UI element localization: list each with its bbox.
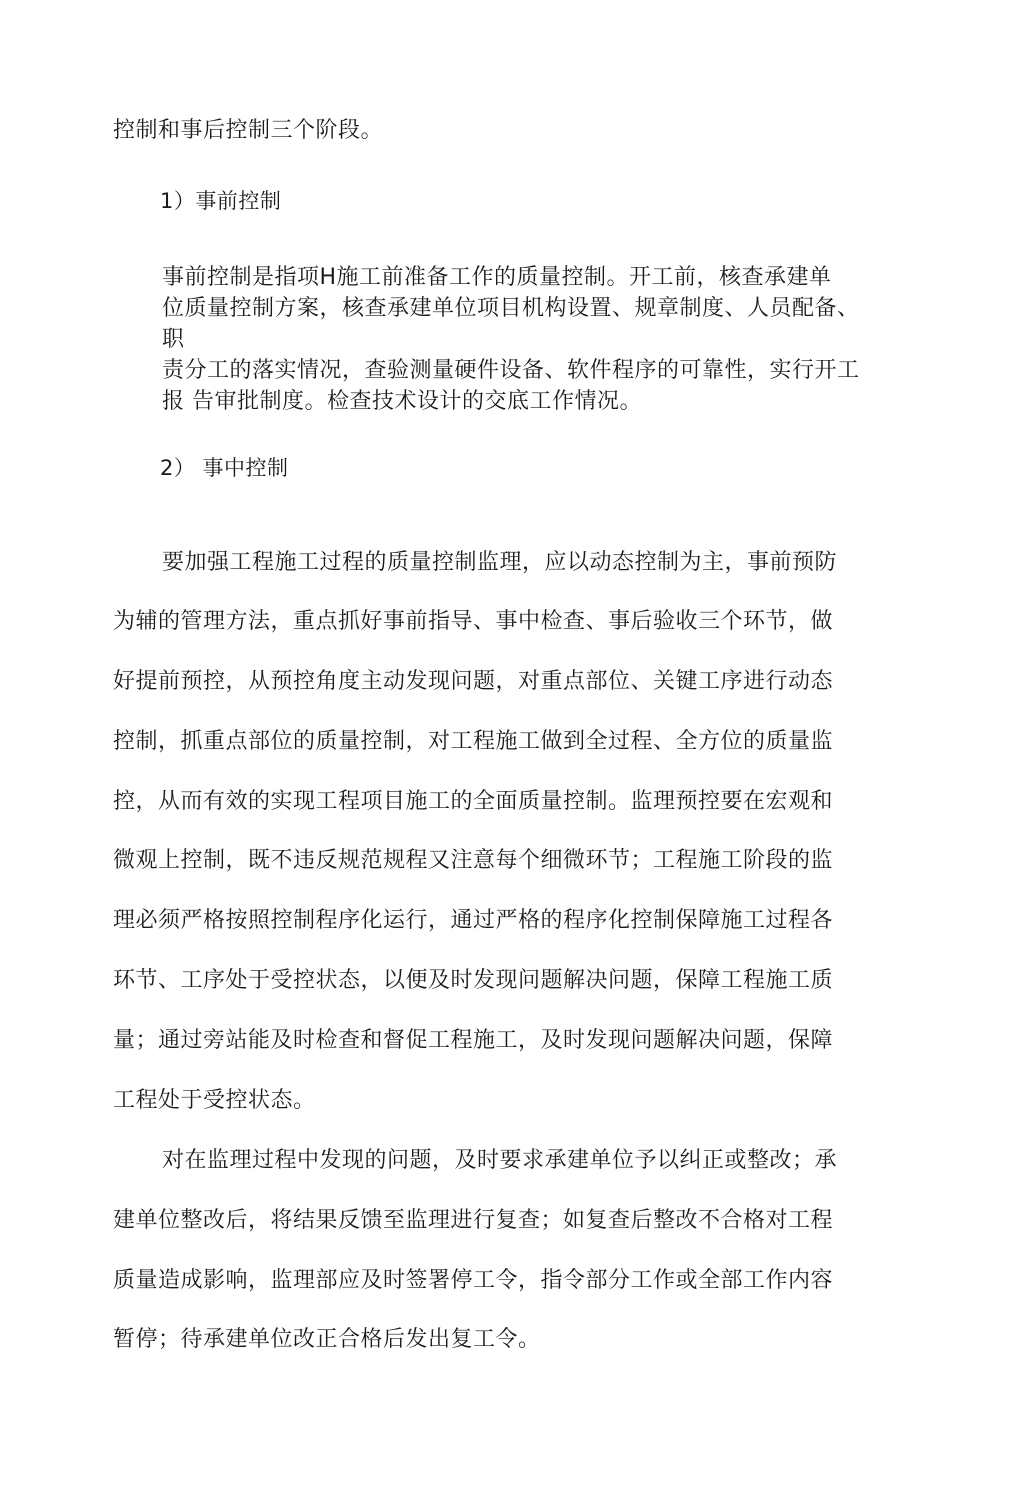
text-line-11: 好提前预控，从预控角度主动发现问题，对重点部位、关键工序进行动态 <box>113 669 834 694</box>
heading-pre-control: 1）事前控制 <box>160 189 282 213</box>
text-line-6: 责分工的落实情况，查验测量硬件设备、软件程序的可靠性，实行开工 <box>162 358 860 383</box>
text-line-3: 事前控制是指项H施工前准备工作的质量控制。开工前，核查承建单 <box>162 265 832 290</box>
heading-in-process-control: 2） 事中控制 <box>160 456 289 480</box>
text-line-21: 质量造成影响，监理部应及时签署停工令，指令部分工作或全部工作内容 <box>113 1268 834 1293</box>
text-line-1: 控制和事后控制三个阶段。 <box>113 118 384 143</box>
text-line-22: 暂停；待承建单位改正合格后发出复工令。 <box>113 1327 541 1352</box>
text-line-18: 工程处于受控状态。 <box>113 1088 316 1113</box>
text-line-14: 微观上控制，既不违反规范规程又注意每个细微环节；工程施工阶段的监 <box>113 848 834 873</box>
text-line-9: 要加强工程施工过程的质量控制监理，应以动态控制为主，事前预防 <box>162 550 838 575</box>
text-line-15: 理必须严格按照控制程序化运行，通过严格的程序化控制保障施工过程各 <box>113 908 834 933</box>
text-line-10: 为辅的管理方法，重点抓好事前指导、事中检查、事后验收三个环节，做 <box>113 609 834 634</box>
text-line-17: 量；通过旁站能及时检查和督促工程施工，及时发现问题解决问题，保障 <box>113 1028 834 1053</box>
text-line-16: 环节、工序处于受控状态，以便及时发现问题解决问题，保障工程施工质 <box>113 968 834 993</box>
text-line-12: 控制，抓重点部位的质量控制，对工程施工做到全过程、全方位的质量监 <box>113 729 834 754</box>
text-line-7: 报 告审批制度。检查技术设计的交底工作情况。 <box>162 389 642 414</box>
text-line-20: 建单位整改后，将结果反馈至监理进行复查；如复查后整改不合格对工程 <box>113 1208 834 1233</box>
text-line-13: 控，从而有效的实现工程项目施工的全面质量控制。监理预控要在宏观和 <box>113 789 834 814</box>
text-line-19: 对在监理过程中发现的问题，及时要求承建单位予以纠正或整改；承 <box>162 1148 838 1173</box>
text-line-4: 位质量控制方案，核查承建单位项目机构设置、规章制度、人员配备、 <box>162 296 860 321</box>
text-line-5: 职 <box>162 327 185 352</box>
